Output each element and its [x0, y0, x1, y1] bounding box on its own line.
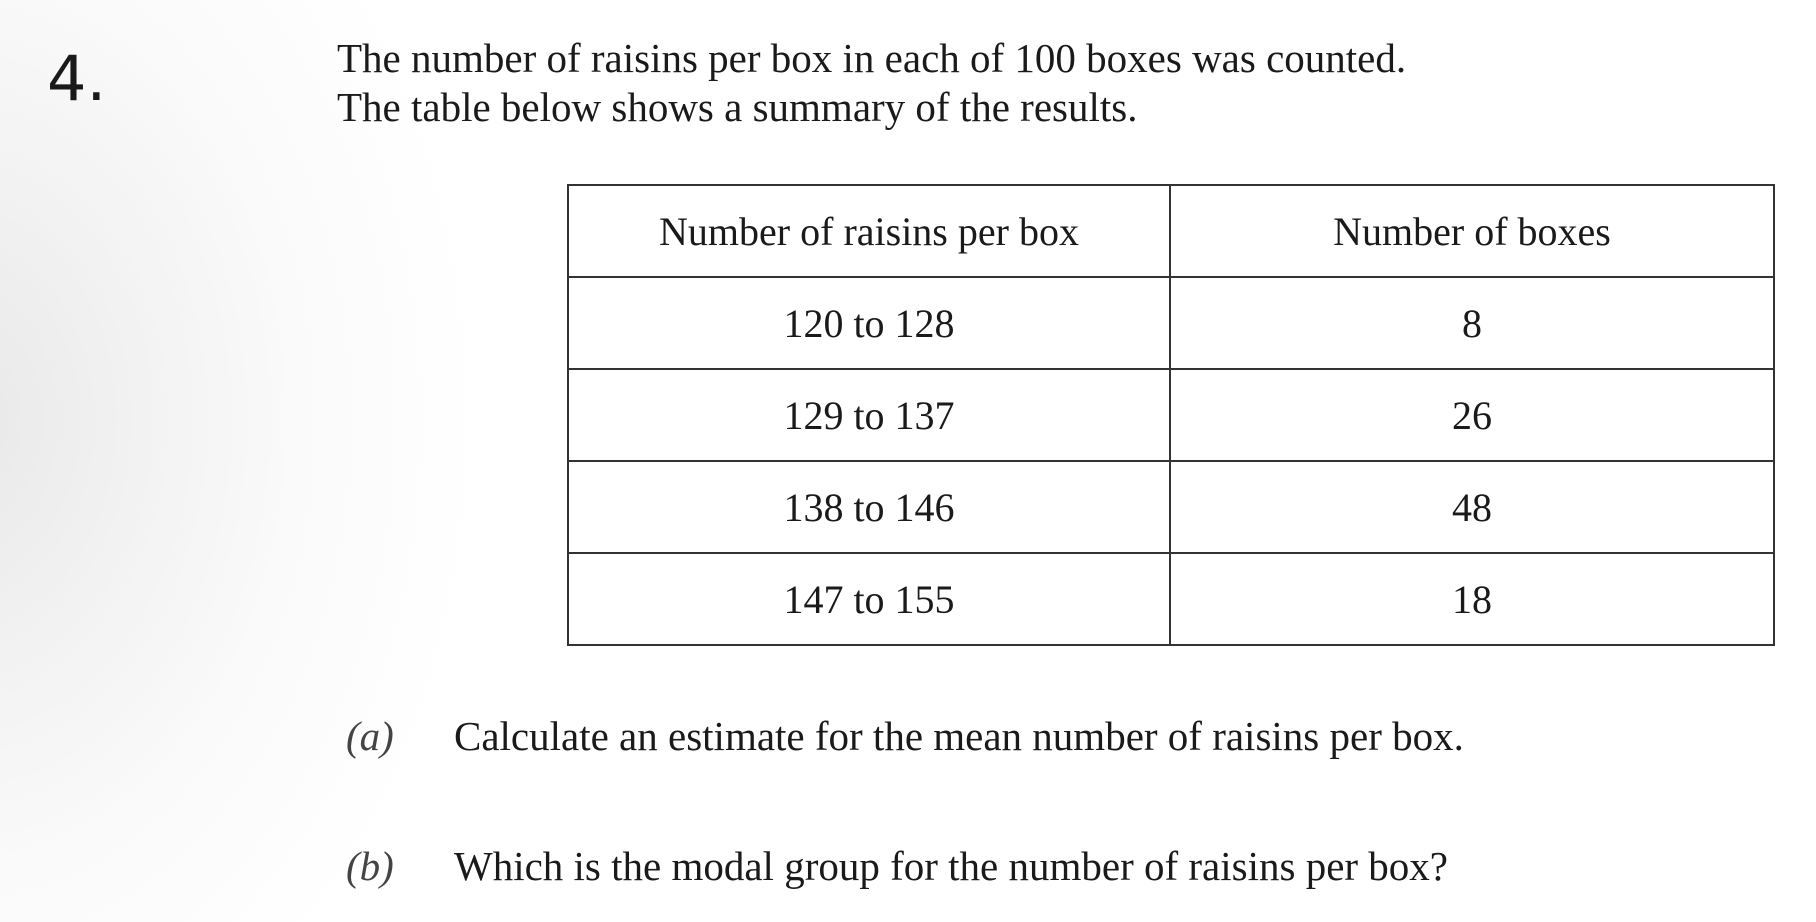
part-b-label: (b) — [346, 843, 394, 889]
table-header-row — [568, 185, 1774, 277]
table-row — [568, 277, 1774, 369]
part-b-text: Which is the modal group for the number of raisins per box? — [454, 843, 1448, 889]
part-a-label: (a) — [346, 713, 394, 759]
raisins-range-cell: 147 to 155 — [568, 553, 1170, 645]
intro-line-2: The table below shows a summary of the results. — [337, 84, 1138, 130]
intro-line-1: The number of raisins per box in each of 100 boxes was counted. — [337, 35, 1407, 81]
raisins-range-cell: 138 to 146 — [568, 461, 1170, 553]
part-a — [346, 712, 1464, 760]
header-number-of-boxes: Number of boxes — [1170, 185, 1774, 277]
raisins-range-cell: 120 to 128 — [568, 277, 1170, 369]
box-count-cell: 48 — [1170, 461, 1774, 553]
question-number: 4. — [47, 42, 107, 115]
raisins-range-cell: 129 to 137 — [568, 369, 1170, 461]
part-a-text: Calculate an estimate for the mean number of raisins per box. — [454, 713, 1464, 759]
table-row — [568, 461, 1774, 553]
header-raisins-per-box: Number of raisins per box — [568, 185, 1170, 277]
table-row — [568, 369, 1774, 461]
results-table — [567, 184, 1775, 646]
part-b — [346, 842, 1448, 890]
table-row — [568, 553, 1774, 645]
question-intro — [337, 34, 1406, 132]
box-count-cell: 26 — [1170, 369, 1774, 461]
box-count-cell: 18 — [1170, 553, 1774, 645]
box-count-cell: 8 — [1170, 277, 1774, 369]
